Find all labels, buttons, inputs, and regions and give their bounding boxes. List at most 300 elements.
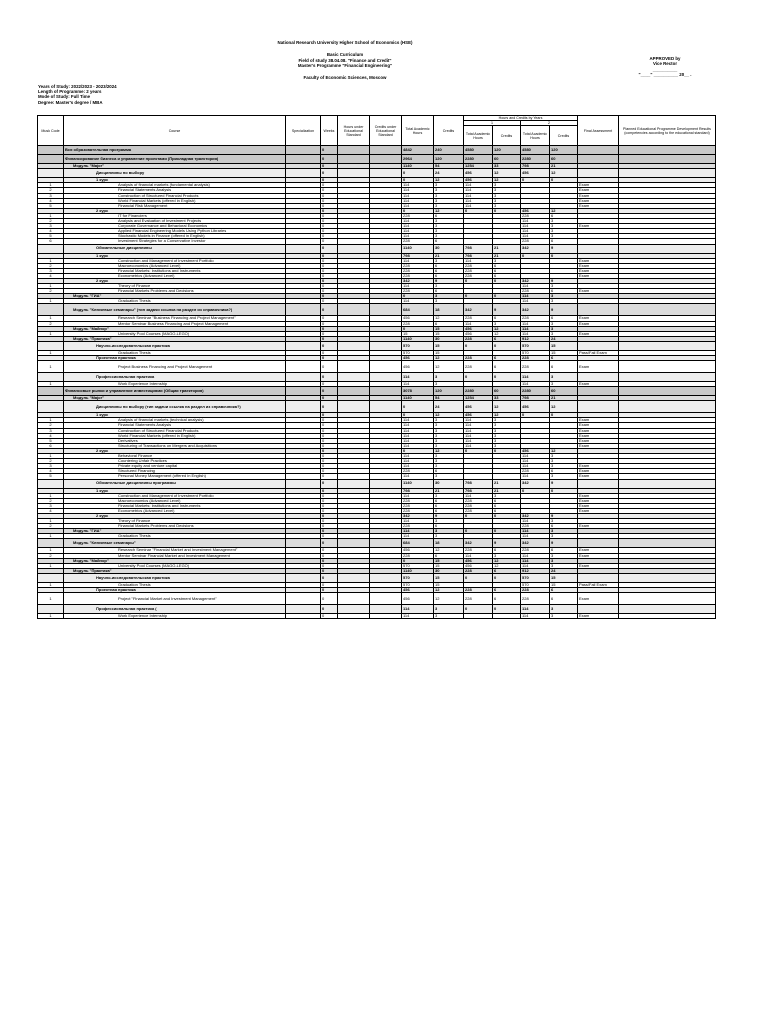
credits-cell: 3 [434,198,464,203]
musk-code-cell: 4 [38,508,64,513]
year1-hours-cell: 228 [464,361,493,373]
year2-hours-cell: 114 [521,474,550,479]
credits-under-standard-cell [370,387,402,396]
year2-hours-cell: 798 [521,396,550,401]
musk-code-cell [38,479,64,488]
year1-hours-cell: 0 [464,448,493,453]
course-name-cell: Research Seminar "Financial Market and Investment Management" [64,548,286,553]
credits-cell: 12 [434,593,464,605]
year2-credits-cell: 3 [550,219,578,224]
weeks-cell: 0 [321,548,338,553]
musk-code-cell [38,341,64,350]
year1-credits-cell: 6 [493,316,521,321]
faculty-name: Faculty of Economic Sciences, Moscow [303,75,387,80]
year1-credits-cell: 6 [493,588,521,593]
course-name-cell: Private equity and venture capital [64,464,286,469]
weeks-cell: 0 [321,188,338,193]
year1-credits-cell: 0 [493,294,521,299]
course-name-cell: Модуль "Major" [64,396,286,401]
course-name-cell: Проектная практика [64,356,286,361]
year2-hours-cell: 114 [521,563,550,568]
specialization-cell [286,573,321,582]
course-name-cell: Mentor Seminar Financial Market and Investment Management [64,553,286,558]
musk-code-cell: 1 [38,563,64,568]
hours-under-standard-cell [338,614,370,619]
year1-credits-cell: 21 [493,244,521,253]
course-name-cell: 2 курс [64,208,286,213]
year2-hours-cell: 114 [521,558,550,563]
total-hours-cell: 798 [402,488,434,493]
year2-hours-cell: 4580 [521,146,550,155]
credits-cell: 3 [434,529,464,534]
year2-credits-cell: 15 [550,582,578,587]
total-hours-cell: 15 [402,331,434,336]
musk-code-cell [38,155,64,164]
planned-results-cell [619,341,716,350]
musk-code-cell: 6 [38,239,64,244]
credits-under-standard-cell [370,146,402,155]
musk-code-cell: 1 [38,213,64,218]
weeks-cell: 0 [321,529,338,534]
weeks-cell: 0 [321,493,338,498]
col-total-hours: Total Academic Hours [402,116,434,146]
planned-results-cell [619,361,716,373]
credits-cell: 15 [434,341,464,350]
year1-hours-cell: 228 [464,548,493,553]
course-name-cell: Econometrics (Advanced Level) [64,273,286,278]
musk-code-cell: 1 [38,258,64,263]
final-assessment-cell: Exam [578,188,619,193]
total-hours-cell: 228 [402,498,434,503]
year2-hours-cell: 114 [521,284,550,289]
weeks-cell: 0 [321,224,338,229]
weeks-cell: 0 [321,498,338,503]
credits-cell: 54 [434,164,464,169]
total-hours-cell: 114 [402,299,434,304]
weeks-cell: 0 [321,524,338,529]
year2-hours-cell: 114 [521,529,550,534]
total-hours-cell: 114 [402,183,434,188]
musk-code-cell: 1 [38,299,64,304]
year2-hours-cell: 114 [521,459,550,464]
course-name-cell: 2 курс [64,278,286,283]
year1-hours-cell: 1254 [464,164,493,169]
total-hours-cell: 114 [402,493,434,498]
course-name-cell: Derivatives [64,438,286,443]
year2-credits-cell: 12 [550,169,578,178]
hours-under-standard-cell [338,304,370,316]
total-hours-cell: 3078 [402,387,434,396]
musk-code-cell: 3 [38,193,64,198]
final-assessment-cell [578,401,619,413]
year2-hours-cell: 114 [521,234,550,239]
year1-hours-cell: 456 [464,169,493,178]
weeks-cell: 0 [321,443,338,448]
course-name-cell: Graduation Thesis [64,350,286,355]
weeks-cell: 0 [321,433,338,438]
final-assessment-cell: Exam [578,193,619,198]
weeks-cell: 0 [321,273,338,278]
musk-code-cell: 1 [38,331,64,336]
col-credits: Credits [434,116,464,146]
credits-cell: 30 [434,568,464,573]
year1-hours-cell: 114 [464,188,493,193]
col-musk-code: Musk Code [38,116,64,146]
course-name-cell: Обязательные дисциплины [64,244,286,253]
year1-credits-cell: 6 [493,508,521,513]
weeks-cell: 0 [321,244,338,253]
total-hours-cell: 114 [402,519,434,524]
year2-credits-cell: 9 [550,479,578,488]
course-name-cell: Behavioral Finance [64,454,286,459]
year1-hours-cell: 798 [464,244,493,253]
group-row [38,155,716,164]
credits-under-standard-cell [370,373,402,382]
weeks-cell: 0 [321,321,338,326]
course-name-cell: Financial Risk Management [64,203,286,208]
course-name-cell: Модуль "ГИА" [64,294,286,299]
year1-credits-cell: 0 [493,573,521,582]
year1-credits-cell: 3 [493,198,521,203]
course-name-cell: Project "Financial Market and Investment Management" [64,593,286,605]
col-y1-credits: Credits [493,126,521,146]
credits-cell: 6 [434,289,464,294]
total-hours-cell: 684 [402,304,434,316]
credits-cell: 3 [434,493,464,498]
weeks-cell: 0 [321,169,338,178]
weeks-cell: 0 [321,331,338,336]
course-name-cell: Investment Strategies for a Conservative Investor [64,239,286,244]
year2-hours-cell: 228 [521,469,550,474]
year1-credits-cell: 3 [493,258,521,263]
year1-credits-cell: 6 [493,361,521,373]
year1-credits-cell: 3 [493,438,521,443]
musk-code-cell: 2 [38,553,64,558]
credits-cell: 15 [434,582,464,587]
year2-hours-cell: 342 [521,513,550,518]
year1-hours-cell: 114 [464,493,493,498]
final-assessment-cell [578,373,619,382]
credits-cell: 6 [434,321,464,326]
hours-under-standard-cell [338,244,370,253]
weeks-cell: 0 [321,289,338,294]
year1-hours-cell: 114 [464,438,493,443]
year2-hours-cell: 228 [521,316,550,321]
weeks-cell: 0 [321,234,338,239]
total-hours-cell: 1140 [402,568,434,573]
final-assessment-cell: Pass/Fail Exam [578,582,619,587]
course-name-cell: Construction and Management of Investment Portfolio [64,258,286,263]
year1-hours-cell: 1254 [464,396,493,401]
year1-hours-cell: 114 [464,203,493,208]
year2-hours-cell: 228 [521,213,550,218]
course-name-cell: Финансирование бизнеса и управление проектами (Прикладная траектория) [64,155,286,164]
course-name-cell: Countering Unfair Practices [64,459,286,464]
final-assessment-cell: Exam [578,438,619,443]
year1-hours-cell: 228 [464,356,493,361]
weeks-cell: 0 [321,401,338,413]
total-hours-cell: 114 [402,534,434,539]
musk-code-cell [38,605,64,614]
year2-credits-cell: 120 [550,146,578,155]
year2-credits-cell: 24 [550,568,578,573]
year2-hours-cell: 228 [521,548,550,553]
final-assessment-cell: Exam [578,418,619,423]
final-assessment-cell: Exam [578,443,619,448]
musk-code-cell: 3 [38,464,64,469]
credits-under-standard-cell [370,479,402,488]
total-hours-cell: 114 [402,438,434,443]
total-hours-cell: 114 [402,373,434,382]
credits-cell: 3 [434,229,464,234]
year2-hours-cell: 114 [521,454,550,459]
total-hours-cell: 114 [402,219,434,224]
year1-credits-cell: 6 [493,503,521,508]
year2-credits-cell: 3 [550,326,578,331]
credits-cell: 15 [434,350,464,355]
final-assessment-cell: Exam [578,498,619,503]
year2-hours-cell: 228 [521,588,550,593]
musk-code-cell: 1 [38,316,64,321]
credits-cell: 18 [434,539,464,548]
year2-credits-cell: 3 [550,373,578,382]
total-hours-cell: 228 [402,268,434,273]
weeks-cell: 0 [321,428,338,433]
weeks-cell: 0 [321,326,338,331]
course-name-cell: World Financial Markets (offered in English) [64,198,286,203]
year2-credits-cell: 6 [550,469,578,474]
approval-signature-line: __________ [652,66,678,72]
year2-hours-cell: 342 [521,244,550,253]
course-name-cell: Construction and Management of Investment Portfolio [64,493,286,498]
course-name-cell: Financial Markets Problems and Decisions [64,289,286,294]
weeks-cell: 0 [321,454,338,459]
year2-hours-cell: 570 [521,350,550,355]
year1-hours-cell: 114 [464,418,493,423]
total-hours-cell: 114 [402,234,434,239]
hours-under-standard-cell [338,539,370,548]
year2-credits-cell: 6 [550,213,578,218]
total-hours-cell: 1140 [402,396,434,401]
total-hours-cell: 342 [402,513,434,518]
planned-results-cell [619,401,716,413]
year2-hours-cell: 114 [521,331,550,336]
hours-under-standard-cell [338,373,370,382]
year1-credits-cell: 6 [493,356,521,361]
university-title: National Research University Higher School of Economics (HSE) [277,40,413,45]
year2-credits-cell: 3 [550,224,578,229]
year1-credits-cell: 12 [493,326,521,331]
total-hours-cell: 456 [402,356,434,361]
course-name-cell: Graduation Thesis [64,299,286,304]
total-hours-cell: 228 [402,503,434,508]
planned-results-cell [619,169,716,178]
year2-credits-cell: 6 [550,356,578,361]
year2-credits-cell: 21 [550,396,578,401]
specialization-cell [286,169,321,178]
credits-cell: 6 [434,273,464,278]
year2-hours-cell: 114 [521,224,550,229]
credits-cell: 12 [434,178,464,183]
weeks-cell: 0 [321,183,338,188]
year2-credits-cell: 0 [550,413,578,418]
col-year-1: 1 [464,121,521,126]
year1-credits-cell: 3 [493,493,521,498]
total-hours-cell: 114 [402,529,434,534]
year2-hours-cell: 114 [521,294,550,299]
year1-hours-cell: 798 [464,488,493,493]
credits-under-standard-cell [370,341,402,350]
final-assessment-cell: Exam [578,503,619,508]
course-name-cell: Construction of Structured Financial Products [64,193,286,198]
final-assessment-cell [578,146,619,155]
year1-hours-cell: 0 [464,294,493,299]
year2-credits-cell: 0 [550,253,578,258]
year1-hours-cell: 0 [464,278,493,283]
course-name-cell: 1 курс [64,253,286,258]
final-assessment-cell: Exam [578,316,619,321]
weeks-cell: 0 [321,193,338,198]
credits-cell: 3 [434,433,464,438]
col-planned-results: Planned Educational Programme Development Results (competencies according to the educational standard) [619,116,716,146]
year2-credits-cell: 15 [550,350,578,355]
total-hours-cell: 114 [402,203,434,208]
hours-under-standard-cell [338,155,370,164]
year2-credits-cell: 3 [550,284,578,289]
course-name-cell: Work Experience Internship [64,382,286,387]
credits-cell: 15 [434,563,464,568]
year2-credits-cell: 3 [550,474,578,479]
credits-cell: 3 [434,382,464,387]
group-row [38,169,716,178]
weeks-cell: 0 [321,229,338,234]
year2-credits-cell: 6 [550,361,578,373]
weeks-cell: 0 [321,294,338,299]
year1-hours-cell: 0 [464,573,493,582]
weeks-cell: 0 [321,503,338,508]
course-row [38,361,716,373]
credits-cell: 3 [434,454,464,459]
total-hours-cell: 114 [402,433,434,438]
musk-code-cell: 3 [38,224,64,229]
col-y2-credits: Credits [550,126,578,146]
final-assessment-cell: Exam [578,508,619,513]
final-assessment-cell [578,244,619,253]
credits-cell: 15 [434,558,464,563]
year1-credits-cell: 3 [493,321,521,326]
year1-credits-cell: 3 [493,553,521,558]
year1-credits-cell: 3 [493,183,521,188]
year2-hours-cell: 114 [521,219,550,224]
total-hours-cell: 1140 [402,479,434,488]
year2-credits-cell: 9 [550,244,578,253]
weeks-cell: 0 [321,448,338,453]
credits-cell: 15 [434,326,464,331]
planned-results-cell [619,573,716,582]
year1-hours-cell: 114 [464,423,493,428]
credits-cell: 3 [434,183,464,188]
year2-credits-cell: 9 [550,278,578,283]
credits-cell: 3 [434,428,464,433]
group-row [38,479,716,488]
weeks-cell: 0 [321,534,338,539]
total-hours-cell: 456 [402,548,434,553]
year2-credits-cell: 6 [550,588,578,593]
credits-cell: 6 [434,524,464,529]
total-hours-cell: 114 [402,193,434,198]
year1-hours-cell: 228 [464,503,493,508]
total-hours-cell: 114 [402,474,434,479]
course-name-cell: 1 курс [64,178,286,183]
weeks-cell: 0 [321,164,338,169]
total-hours-cell: 114 [402,224,434,229]
year2-credits-cell: 3 [550,331,578,336]
year1-credits-cell: 0 [493,278,521,283]
approval-block [620,56,710,78]
year2-hours-cell: 342 [521,479,550,488]
final-assessment-cell: Exam [578,524,619,529]
total-hours-cell: 0 [402,326,434,331]
total-hours-cell: 228 [402,508,434,513]
credits-cell: 6 [434,498,464,503]
musk-code-cell: 3 [38,428,64,433]
course-name-cell: Модуль "Ключевые семинары" [64,539,286,548]
col-final-assessment: Final Assessment [578,116,619,146]
year1-hours-cell: 228 [464,508,493,513]
year2-credits-cell: 3 [550,294,578,299]
credits-cell: 12 [434,208,464,213]
specialization-cell [286,146,321,155]
course-name-cell: Проектная практика [64,588,286,593]
final-assessment-cell: Exam [578,263,619,268]
credits-cell: 12 [434,356,464,361]
total-hours-cell: 570 [402,341,434,350]
programme-name: Master's Programme "Financial Engineering" [297,63,393,68]
year2-credits-cell: 0 [550,488,578,493]
course-name-cell: Вся образовательная программа [64,146,286,155]
credits-cell: 12 [434,588,464,593]
credits-cell: 12 [434,448,464,453]
course-name-cell: IT for Financiers [64,213,286,218]
year1-credits-cell: 6 [493,568,521,573]
total-hours-cell: 114 [402,459,434,464]
total-hours-cell: 228 [402,239,434,244]
year2-hours-cell: 912 [521,336,550,341]
year2-hours-cell: 456 [521,169,550,178]
credits-cell: 120 [434,387,464,396]
year1-hours-cell: 114 [464,553,493,558]
curriculum-table [37,115,716,619]
total-hours-cell: 0 [402,208,434,213]
weeks-cell: 0 [321,356,338,361]
year1-credits-cell: 3 [493,433,521,438]
year2-hours-cell: 456 [521,401,550,413]
total-hours-cell: 570 [402,582,434,587]
year2-credits-cell: 9 [550,513,578,518]
final-assessment-cell: Exam [578,493,619,498]
total-hours-cell: 2964 [402,155,434,164]
col-weeks: Weeks [321,116,338,146]
weeks-cell: 0 [321,155,338,164]
year1-hours-cell: 456 [464,413,493,418]
total-hours-cell: 0 [402,169,434,178]
year2-hours-cell: 228 [521,524,550,529]
hours-under-standard-cell [338,573,370,582]
year1-hours-cell: 456 [464,558,493,563]
musk-code-cell [38,373,64,382]
credits-cell: 3 [434,423,464,428]
weeks-cell: 0 [321,423,338,428]
